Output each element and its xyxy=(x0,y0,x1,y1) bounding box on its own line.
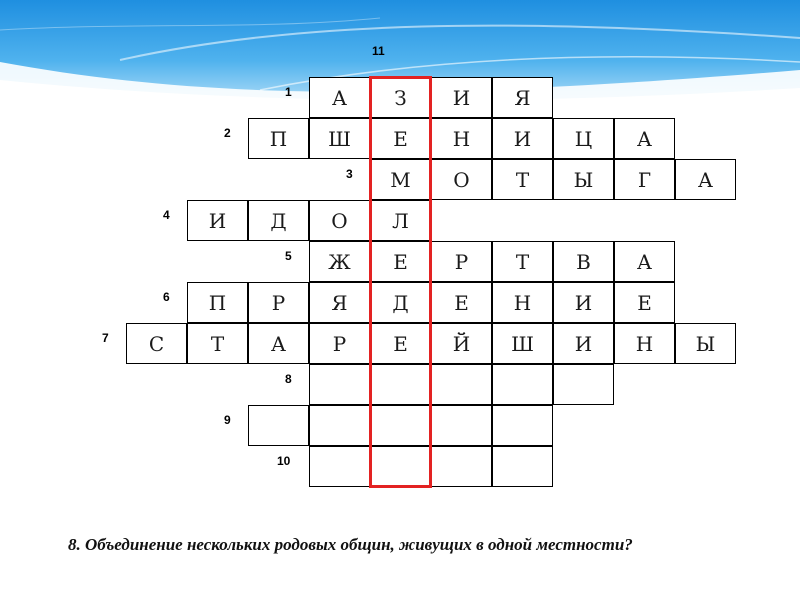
crossword-cell[interactable]: М xyxy=(370,159,431,200)
crossword-cell[interactable] xyxy=(431,364,492,405)
crossword-cell[interactable]: И xyxy=(187,200,248,241)
crossword-cell[interactable] xyxy=(492,405,553,446)
crossword-cell[interactable]: Р xyxy=(248,282,309,323)
row-number-10: 10 xyxy=(277,454,291,468)
row-number-3: 3 xyxy=(346,167,353,181)
crossword-cell[interactable] xyxy=(370,364,431,405)
crossword-cell[interactable] xyxy=(492,446,553,487)
row-number-2: 2 xyxy=(224,126,231,140)
crossword-cell[interactable]: Д xyxy=(370,282,431,323)
crossword-cell[interactable]: О xyxy=(431,159,492,200)
row-number-9: 9 xyxy=(224,413,231,427)
question-text: 8. Объединение нескольких родовых общин, живущих в одной местности? xyxy=(68,535,633,554)
crossword-cell[interactable]: Е xyxy=(370,241,431,282)
crossword-cell[interactable]: Г xyxy=(614,159,675,200)
crossword-cell[interactable]: Т xyxy=(492,241,553,282)
crossword-cell[interactable] xyxy=(309,405,370,446)
crossword-cell[interactable]: З xyxy=(370,77,431,118)
row-number-5: 5 xyxy=(285,249,292,263)
crossword-cell[interactable]: А xyxy=(614,241,675,282)
crossword-cell[interactable]: И xyxy=(553,323,614,364)
crossword-cell[interactable] xyxy=(370,446,431,487)
crossword-cell[interactable]: Ж xyxy=(309,241,370,282)
crossword-cell[interactable]: Я xyxy=(309,282,370,323)
crossword-cell[interactable]: Л xyxy=(370,200,431,241)
crossword-cell[interactable]: В xyxy=(553,241,614,282)
crossword-cell[interactable]: Й xyxy=(431,323,492,364)
crossword-cell[interactable] xyxy=(309,364,370,405)
crossword-cell[interactable]: Е xyxy=(370,323,431,364)
crossword-cell[interactable] xyxy=(370,405,431,446)
crossword-cell[interactable] xyxy=(431,405,492,446)
key-column-number: 11 xyxy=(372,44,385,58)
crossword-cell[interactable]: Н xyxy=(492,282,553,323)
row-number-4: 4 xyxy=(163,208,170,222)
crossword-cell[interactable] xyxy=(431,446,492,487)
crossword-cell[interactable]: Я xyxy=(492,77,553,118)
crossword-cell[interactable]: Т xyxy=(187,323,248,364)
row-number-6: 6 xyxy=(163,290,170,304)
crossword-cell[interactable]: А xyxy=(309,77,370,118)
crossword-cell[interactable]: А xyxy=(248,323,309,364)
crossword-cell[interactable]: О xyxy=(309,200,370,241)
crossword-cell[interactable]: Ц xyxy=(553,118,614,159)
crossword-cell[interactable]: Е xyxy=(370,118,431,159)
crossword-cell[interactable]: Н xyxy=(431,118,492,159)
crossword-cell[interactable] xyxy=(553,364,614,405)
crossword-cell[interactable]: П xyxy=(248,118,309,159)
crossword-cell[interactable]: Е xyxy=(614,282,675,323)
crossword-cell[interactable]: Ы xyxy=(675,323,736,364)
crossword-cell[interactable]: И xyxy=(553,282,614,323)
crossword-cell[interactable] xyxy=(248,405,309,446)
crossword-cell[interactable]: И xyxy=(431,77,492,118)
crossword-cell[interactable]: С xyxy=(126,323,187,364)
crossword-cell[interactable]: Е xyxy=(431,282,492,323)
crossword-cell[interactable]: Н xyxy=(614,323,675,364)
crossword-cell[interactable]: Ш xyxy=(492,323,553,364)
crossword-cell[interactable]: Ы xyxy=(553,159,614,200)
row-number-7: 7 xyxy=(102,331,109,345)
crossword-cell[interactable]: Ш xyxy=(309,118,370,159)
crossword-cell[interactable]: Р xyxy=(431,241,492,282)
crossword-cell[interactable]: П xyxy=(187,282,248,323)
crossword-cell[interactable] xyxy=(309,446,370,487)
row-number-8: 8 xyxy=(285,372,292,386)
crossword-cell[interactable]: Р xyxy=(309,323,370,364)
crossword-cell[interactable]: А xyxy=(675,159,736,200)
crossword-cell[interactable]: А xyxy=(614,118,675,159)
crossword-cell[interactable] xyxy=(492,364,553,405)
crossword-cell[interactable]: Т xyxy=(492,159,553,200)
crossword-cell[interactable]: И xyxy=(492,118,553,159)
row-number-1: 1 xyxy=(285,85,292,99)
crossword-cell[interactable]: Д xyxy=(248,200,309,241)
